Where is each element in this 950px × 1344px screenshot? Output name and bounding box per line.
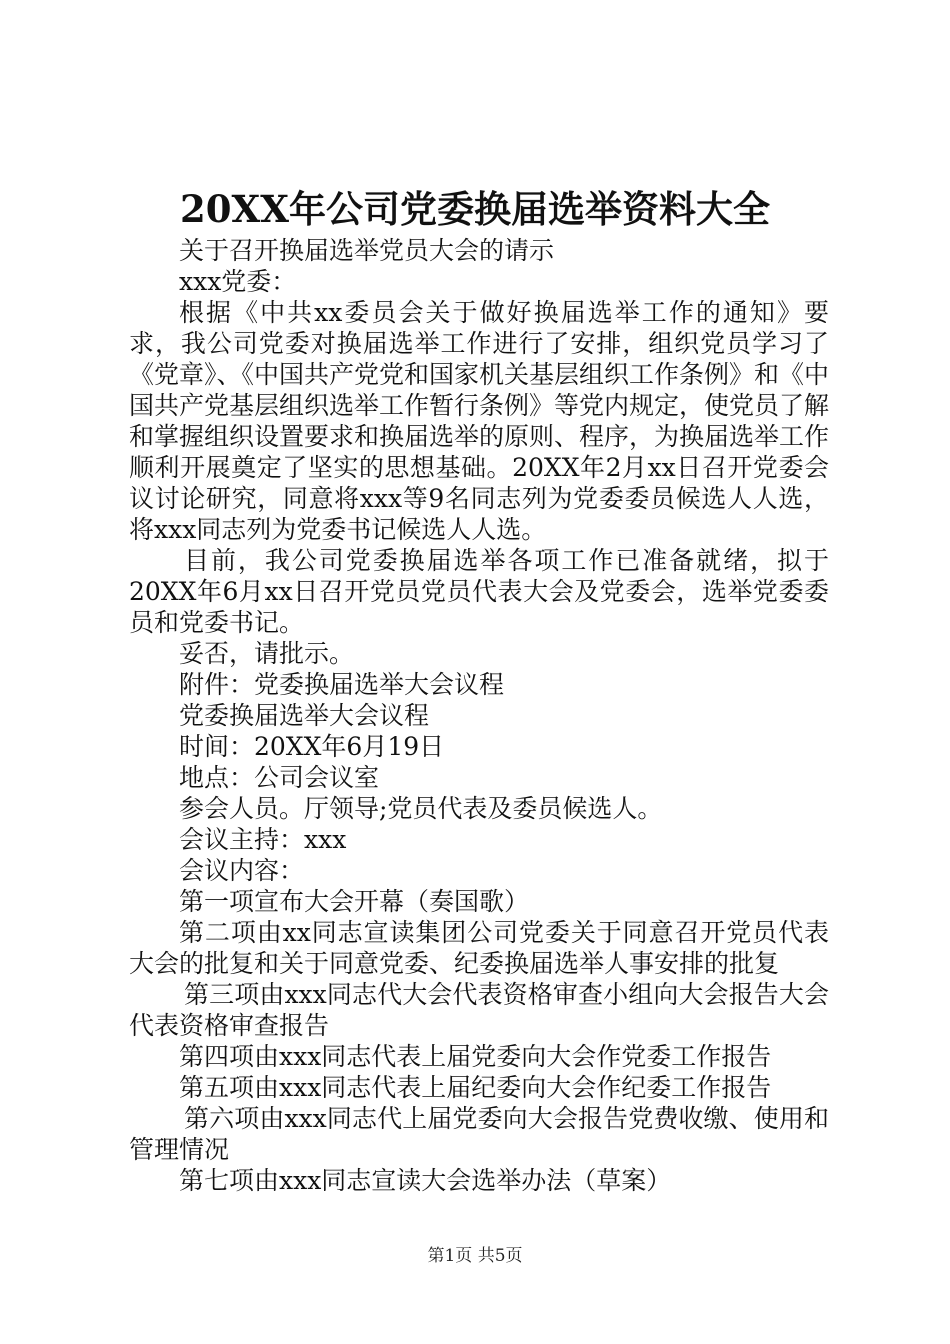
agenda-item-5: 第五项由xxx同志代表上届纪委向大会作纪委工作报告 xyxy=(179,1073,772,1102)
agenda-item-1: 第一项宣布大会开幕（奏国歌） xyxy=(179,887,530,916)
paragraph-approval: 妥否，请批示。 xyxy=(179,639,355,668)
paragraph-location: 地点：公司会议室 xyxy=(179,763,380,792)
paragraph-addressee: xxx党委： xyxy=(179,267,297,296)
document-title: 20XX年公司党委换届选举资料大全 xyxy=(180,187,770,231)
paragraph-agenda-title: 党委换届选举大会议程 xyxy=(179,701,430,730)
paragraph-attendees: 参会人员。厅领导;党员代表及委员候选人。 xyxy=(179,794,663,823)
paragraph-host: 会议主持：xxx xyxy=(179,825,347,854)
agenda-item-6: 第六项由xxx同志代上届党委向大会报告党费收缴、使用和管理情况 xyxy=(129,1104,829,1164)
paragraph-content-label: 会议内容： xyxy=(179,856,305,885)
document-body xyxy=(129,235,829,1196)
paragraph-attachment: 附件：党委换届选举大会议程 xyxy=(179,670,505,699)
paragraph-request-title: 关于召开换届选举党员大会的请示 xyxy=(179,236,555,265)
paragraph-time: 时间：20XX年6月19日 xyxy=(179,732,445,761)
paragraph-status: 目前，我公司党委换届选举各项工作已准备就绪，拟于20XX年6月xx日召开党员党员代表大会及党委会，选举党委委员和党委书记。 xyxy=(129,546,829,637)
paragraph-main: 根据《中共xx委员会关于做好换届选举工作的通知》要求，我公司党委对换届选举工作进行了安排，组织党员学习了《党章》、《中国共产党党和国家机关基层组织工作条例》和《中国共产党基层组织选举工作暂行条例》等党内规定，使党员了解和掌握组织设置要求和换届选举的原则、程序，为换届选举工作顺利开展奠定了坚实的思想基础。20XX年2月xx日召开党委会议讨论研究，同意将xxx等9名同志列为党委委员候选人人选，将xxx同志列为党委书记候选人人选。 xyxy=(129,298,830,544)
agenda-item-2: 第二项由xx同志宣读集团公司党委关于同意召开党员代表大会的批复和关于同意党委、纪委换届选举人事安排的批复 xyxy=(129,918,829,978)
agenda-item-7: 第七项由xxx同志宣读大会选举办法（草案） xyxy=(179,1166,672,1195)
agenda-item-3: 第三项由xxx同志代大会代表资格审查小组向大会报告大会代表资格审查报告 xyxy=(129,980,829,1040)
agenda-item-4: 第四项由xxx同志代表上届党委向大会作党委工作报告 xyxy=(179,1042,772,1071)
page-footer: 第1页 共5页 xyxy=(427,1246,523,1266)
